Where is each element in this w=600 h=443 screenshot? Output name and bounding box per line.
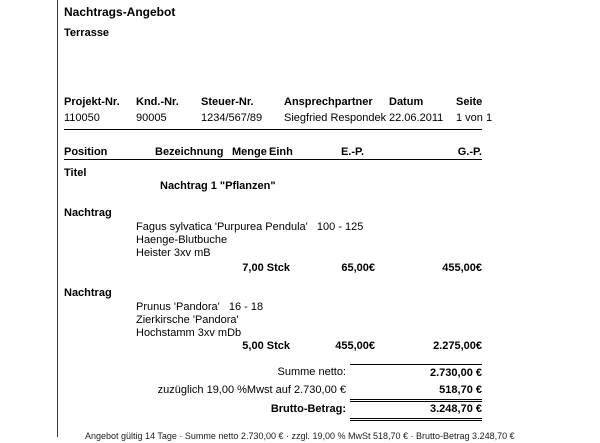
item-type-label: Nachtrag xyxy=(64,287,112,299)
summary-mwst-value: 518,70 € xyxy=(350,384,482,402)
footer-terms-text: Angebot gültig 14 Tage · Summe netto 2.730,00 € · zzgl. 19,00 % MwSt 518,70 € · Brutto-Betrag 3.248,70 € xyxy=(85,431,515,441)
item-total-price: 455,00€ xyxy=(442,262,482,274)
info-label-knd-nr: Knd.-Nr. xyxy=(136,96,179,108)
item-description-line: Prunus 'Pandora' 16 - 18 xyxy=(136,301,264,313)
summary-mwst-label: zuzüglich 19,00 %Mwst auf 2.730,00 € xyxy=(157,384,346,396)
info-label-ansprechpartner: Ansprechpartner xyxy=(284,96,373,108)
info-label-seite: Seite xyxy=(456,96,483,108)
column-header-ep: E.-P. xyxy=(340,146,364,158)
section-label-titel: Titel xyxy=(64,167,87,179)
info-value-steuer-nr: 1234/567/89 xyxy=(201,112,263,124)
summary-brutto-label: Brutto-Betrag: xyxy=(270,403,346,415)
item-type-label: Nachtrag xyxy=(64,207,112,219)
item-total-price: 2.275,00€ xyxy=(433,340,482,352)
column-header-menge: Menge xyxy=(232,146,267,158)
project-subtitle: Terrasse xyxy=(64,27,110,39)
info-value-knd-nr: 90005 xyxy=(136,112,167,124)
item-description-line: Heister 3xv mB xyxy=(136,247,211,259)
item-quantity: 7,00 Stck xyxy=(242,262,290,274)
section-title-text: Nachtrag 1 "Pflanzen" xyxy=(160,180,276,192)
info-value-datum: 22.06.2011 xyxy=(389,112,444,124)
divider-under-column-headers xyxy=(64,159,482,160)
info-value-seite: 1 von 1 xyxy=(456,112,493,124)
column-header-einh: Einh xyxy=(269,146,293,158)
document-title: Nachtrags-Angebot xyxy=(64,5,176,19)
page-left-edge xyxy=(57,0,58,437)
info-label-datum: Datum xyxy=(389,96,424,108)
item-description-line: Fagus sylvatica 'Purpurea Pendula' 100 - 125 xyxy=(136,221,364,233)
item-description-line: Hochstamm 3xv mDb xyxy=(136,327,242,339)
info-label-steuer-nr: Steuer-Nr. xyxy=(201,96,254,108)
item-quantity: 5,00 Stck xyxy=(242,340,290,352)
divider-under-info xyxy=(64,129,482,130)
summary-brutto-value: 3.248,70 € xyxy=(350,403,482,421)
item-unit-price: 65,00€ xyxy=(341,262,375,274)
column-header-bezeichnung: Bezeichnung xyxy=(155,146,224,158)
info-label-projekt-nr: Projekt-Nr. xyxy=(64,96,120,108)
summary-netto-label: Summe netto: xyxy=(277,366,346,378)
summary-netto-value: 2.730,00 € xyxy=(350,364,482,380)
info-value-projekt-nr: 110050 xyxy=(64,112,100,124)
column-header-position: Position xyxy=(64,146,108,158)
info-value-ansprechpartner: Siegfried Respondek xyxy=(284,112,387,124)
item-description-line: Zierkirsche 'Pandora' xyxy=(136,314,239,326)
item-description-line: Haenge-Blutbuche xyxy=(136,234,228,246)
item-unit-price: 455,00€ xyxy=(335,340,375,352)
column-header-gp: G.-P. xyxy=(457,146,482,158)
